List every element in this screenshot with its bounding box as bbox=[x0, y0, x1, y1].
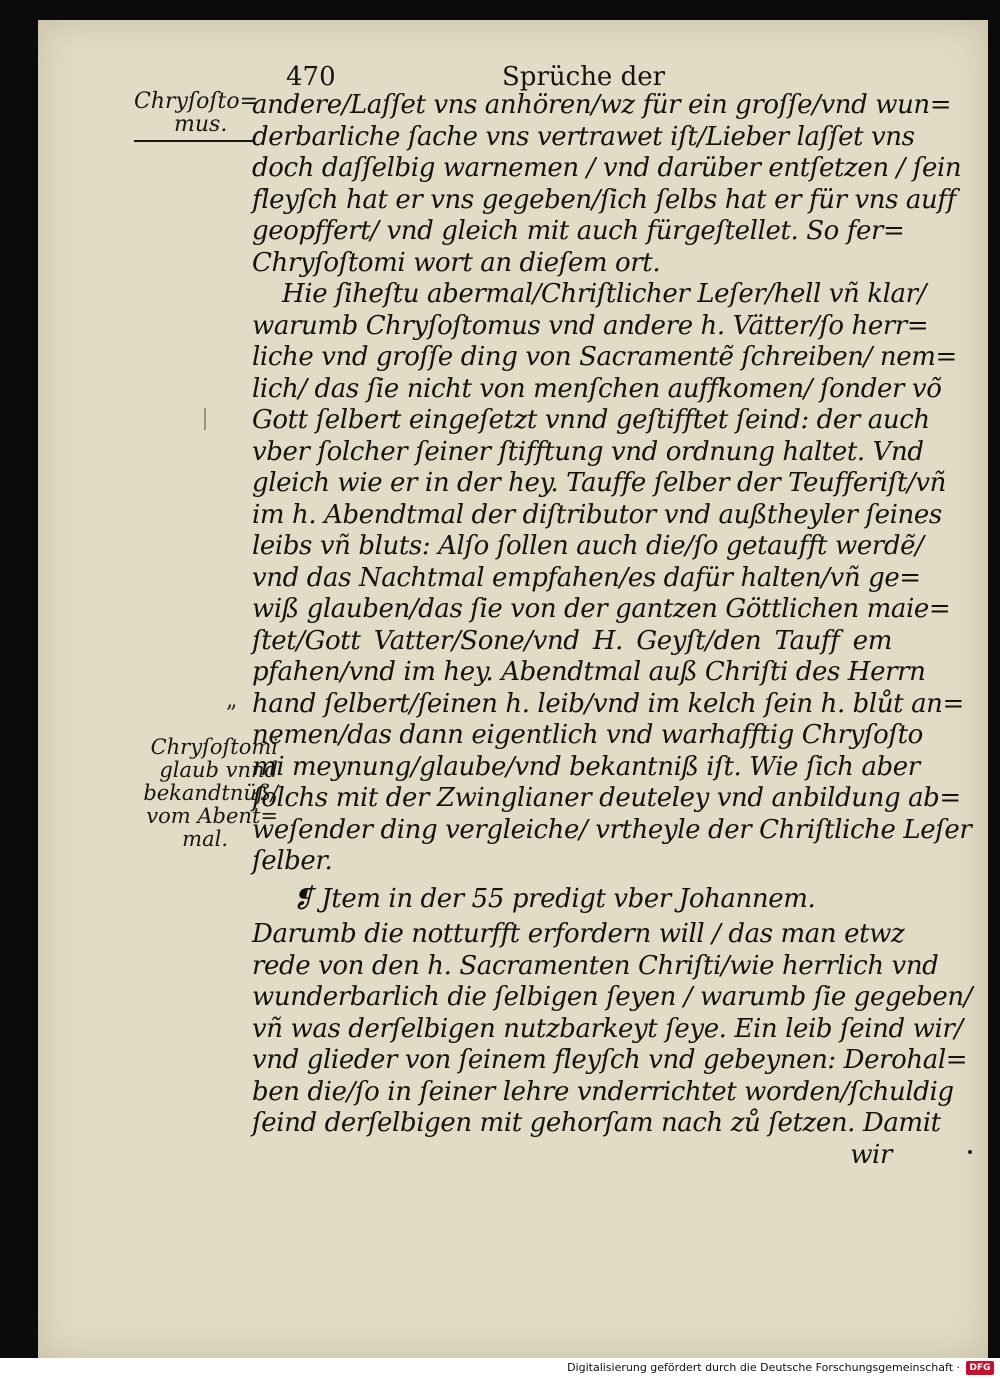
text-line: weſender ding vergleiche/ vrtheyle der Chriſtliche Leſer bbox=[252, 814, 972, 845]
margin-note-line: mus. bbox=[174, 112, 228, 137]
text-line: leibs vñ bluts: Alſo ſollen auch die/ſo getaufft werdẽ/ bbox=[252, 531, 924, 561]
dfg-logo-icon[interactable]: DFG bbox=[966, 1361, 994, 1375]
text-line: hand ſelbert/ſeinen h. leib/vnd im kelch ſein h. blůt an= bbox=[252, 688, 964, 719]
text-line: mi meynung/glaube/vnd bekantniß iſt. Wie ſich aber bbox=[252, 751, 920, 782]
text-line: lich/ das ſie nicht von menſchen auffkomen/ ſonder võ bbox=[252, 373, 942, 404]
text-line: Hie ſiheſtu abermal/Chriſtlicher Leſer/hell vñ klar/ bbox=[282, 279, 926, 309]
text-line: vnd glieder von ſeinem fleyſch vnd gebeynen: Derohal= bbox=[252, 1045, 968, 1075]
text-line: warumb Chryſoſtomus vnd andere h. Vätter/ſo herr= bbox=[252, 310, 929, 341]
page-number: 470 bbox=[286, 62, 336, 92]
text-line: derbarliche ſache vns vertrawet iſt/Lieber laſſet vns bbox=[252, 121, 915, 152]
catchword: wir bbox=[850, 1139, 892, 1170]
text-line: wunderbarlich die ſelbigen ſeyen / warumb ſie gegeben/ bbox=[252, 982, 973, 1012]
text-line: gleich wie er in der hey. Tauffe ſelber der Teufferiſt/vñ bbox=[252, 468, 947, 498]
text-line: pfahen/vnd im hey. Abendtmal auß Chriſti des Herrn bbox=[252, 657, 926, 687]
text-line: doch daſſelbig warnemen / vnd darüber entſetzen / ſein bbox=[252, 153, 962, 183]
text-line: andere/Laſſet vns anhören/wz für ein groſſe/vnd wun= bbox=[252, 90, 952, 120]
section-heading: ❡ Jtem in der 55 predigt vber Johannem. bbox=[292, 883, 816, 914]
text-line: vnd das Nachtmal empfahen/es dafür halten/vñ ge= bbox=[252, 562, 921, 593]
margin-note-line: vom Abent= bbox=[146, 804, 278, 828]
running-title: Sprüche der bbox=[502, 62, 666, 92]
text-line: Darumb die notturfft erfordern will / das man etwz bbox=[252, 919, 905, 949]
text-line: rede von den h. Sacramenten Chriſti/wie herrlich vnd bbox=[252, 950, 939, 981]
text-line: vber ſolcher ſeiner ſtifftung vnd ordnung haltet. Vnd bbox=[252, 436, 924, 467]
margin-note-line: bekandtnüß/ bbox=[143, 781, 278, 805]
ink-dot bbox=[968, 1150, 972, 1154]
text-line: im h. Abendtmal der diſtributor vnd außtheyler ſeines bbox=[252, 499, 942, 530]
text-line: Gott ſelbert eingeſetzt vnnd geſtifftet ſeind: der auch bbox=[252, 405, 930, 435]
footer-credit: Digitalisierung gefördert durch die Deutsche Forschungsgemeinschaft · bbox=[567, 1361, 960, 1374]
text-line: wiß glauben/das ſie von der gantzen Göttlichen maie= bbox=[252, 594, 951, 624]
text-line: liche vnd groſſe ding von Sacramentẽ ſchreiben/ nem= bbox=[252, 342, 957, 372]
margin-note-line: glaub vnnd bbox=[159, 758, 278, 782]
text-line: nemen/das dann eigentlich vnd warhafftig Chryſoſto bbox=[252, 720, 923, 750]
text-line: vñ was derſelbigen nutzbarkeyt ſeye. Ein leib ſeind wir/ bbox=[252, 1013, 963, 1044]
text-line: fleyſch hat er vns gegeben/ſich ſelbs hat er für vns auff bbox=[252, 184, 956, 215]
text-line: ſelber. bbox=[252, 846, 333, 876]
margin-quote-mark: „ bbox=[226, 688, 238, 713]
margin-note-line: Chryſoſto= bbox=[134, 89, 258, 114]
text-line: ſeind derſelbigen mit gehorſam nach zů ſetzen. Damit bbox=[252, 1108, 941, 1138]
text-line: ſolchs mit der Zwinglianer deuteley vnd anbildung ab= bbox=[252, 783, 961, 813]
margin-rule bbox=[134, 140, 254, 142]
margin-note-line: Chryſoſtomi bbox=[150, 735, 278, 759]
margin-note-line: mal. bbox=[182, 827, 228, 851]
text-line: ben die/ſo in ſeiner lehre vnderrichtet worden/ſchuldig bbox=[252, 1076, 954, 1107]
paper-speck bbox=[204, 408, 206, 430]
text-line: ſtet/Gott Vatter/Sone/vnd H. Geyſt/den Tauff em bbox=[252, 625, 892, 656]
text-line: Chryſoſtomi wort an dieſem ort. bbox=[252, 247, 661, 278]
text-line: geopffert/ vnd gleich mit auch fürgeſtellet. So fer= bbox=[252, 216, 905, 246]
body-text bbox=[252, 90, 973, 1171]
